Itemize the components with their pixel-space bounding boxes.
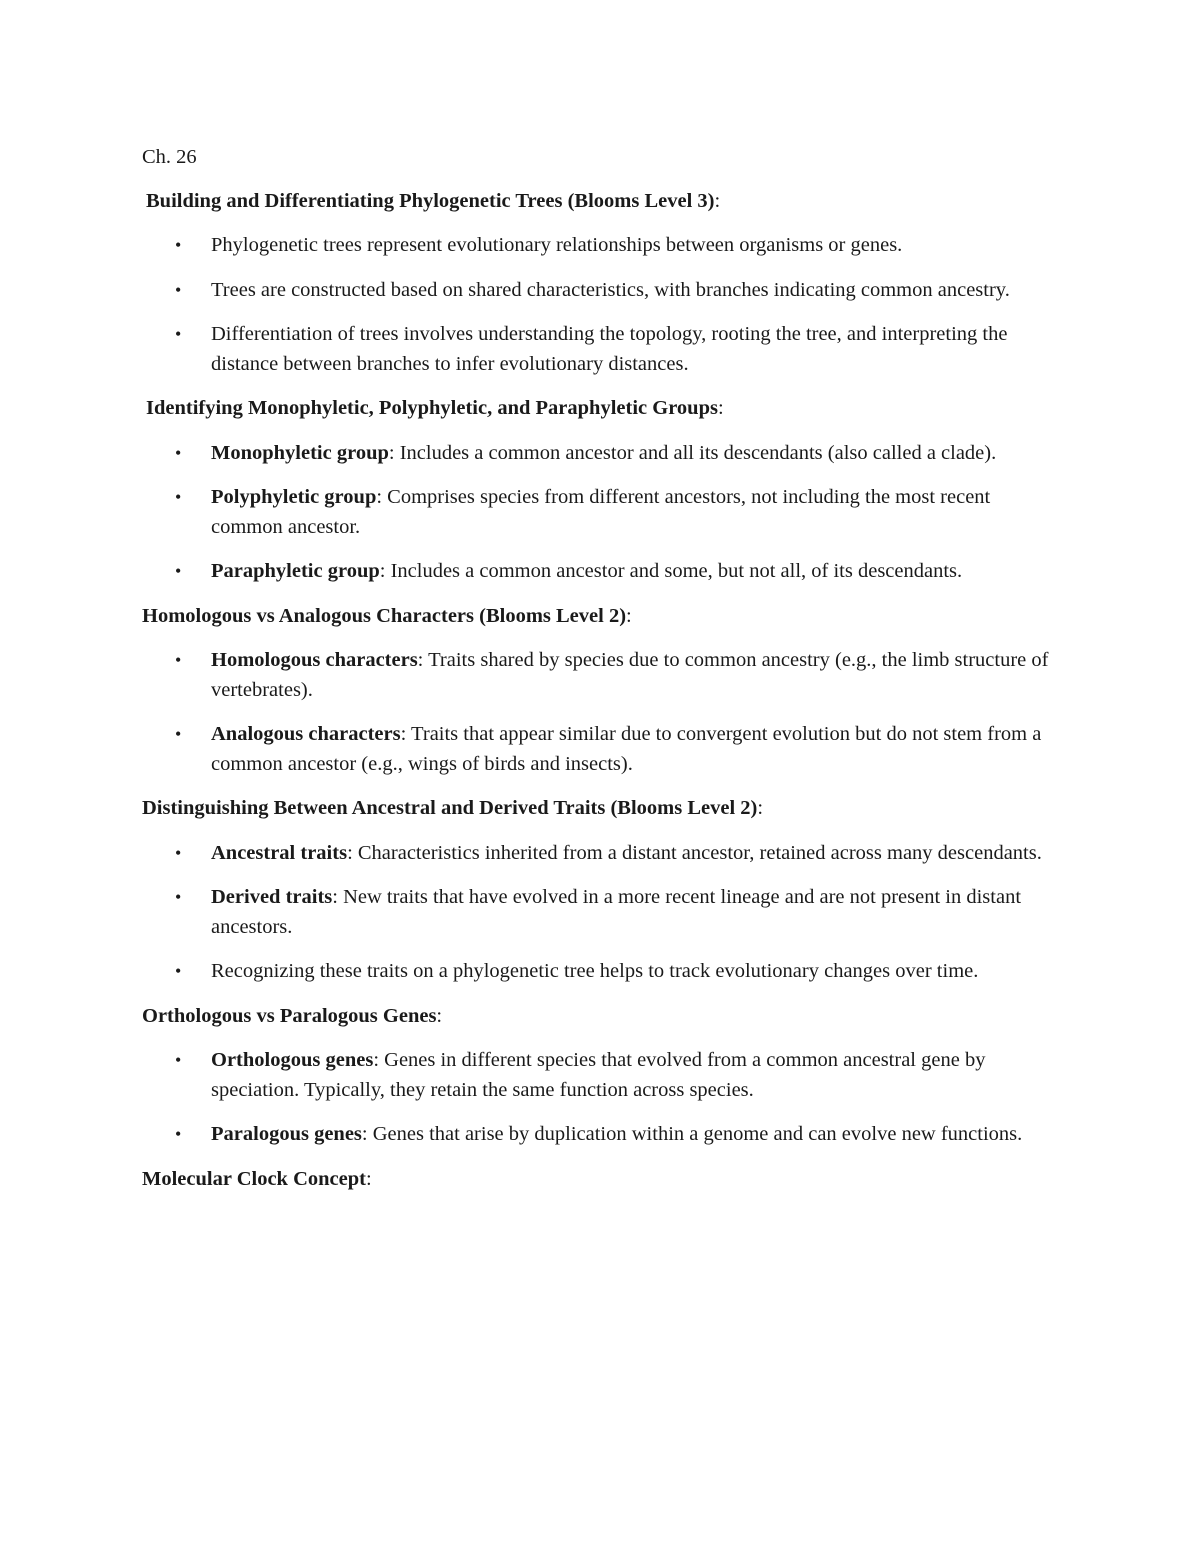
section-heading-text: Identifying Monophyletic, Polyphyletic, and Paraphyletic Groups bbox=[146, 397, 718, 419]
item-text: : Includes a common ancestor and some, but not all, of its descendants. bbox=[379, 560, 963, 582]
list-item bbox=[142, 483, 1060, 542]
item-text: Trees are constructed based on shared characteristics, with branches indicating common ancestry. bbox=[211, 278, 1010, 301]
list-item bbox=[142, 720, 1060, 779]
item-text: : Comprises species from different ancestors, not including the most recent common ancestor. bbox=[211, 486, 991, 538]
section-heading bbox=[142, 394, 1060, 424]
list-item bbox=[142, 1120, 1060, 1150]
section-heading bbox=[142, 1002, 1060, 1032]
term-label: Ancestral traits bbox=[211, 841, 348, 864]
item-text: Differentiation of trees involves understanding the topology, rooting the tree, and interpreting the distance between branches to infer evolutionary distances. bbox=[211, 323, 1008, 375]
list-item bbox=[142, 883, 1060, 942]
term-label: Homologous characters bbox=[211, 649, 418, 671]
section-heading-text: Homologous vs Analogous Characters (Blooms Level 2) bbox=[142, 604, 627, 627]
item-text: : Genes that arise by duplication within a genome and can evolve new functions. bbox=[361, 1123, 1023, 1145]
section-heading-text: Molecular Clock Concept bbox=[142, 1167, 366, 1190]
list-item bbox=[142, 1046, 1060, 1105]
section bbox=[142, 794, 1060, 987]
term-label: Derived traits bbox=[211, 886, 333, 908]
bullet-list bbox=[142, 231, 1060, 379]
item-text: : Traits that appear similar due to convergent evolution but do not stem from a common ancestor (e.g., wings of birds and insects). bbox=[211, 723, 1042, 775]
list-item bbox=[142, 557, 1060, 587]
heading-colon: : bbox=[757, 797, 764, 819]
bullet-icon: • bbox=[175, 235, 182, 255]
section bbox=[142, 1165, 1060, 1195]
section-heading-text: Building and Differentiating Phylogenetic Trees (Blooms Level 3) bbox=[146, 189, 715, 212]
section-heading bbox=[142, 602, 1060, 632]
bullet-icon: • bbox=[175, 1050, 182, 1070]
item-text: Recognizing these traits on a phylogenetic tree helps to track evolutionary changes over time. bbox=[211, 960, 979, 982]
heading-colon: : bbox=[626, 604, 632, 627]
list-item bbox=[142, 439, 1060, 469]
section-heading-text: Orthologous vs Paralogous Genes bbox=[142, 1004, 437, 1027]
term-label: Paralogous genes bbox=[211, 1123, 362, 1145]
bullet-icon: • bbox=[175, 279, 182, 300]
item-text: : Traits shared by species due to common ancestry (e.g., the limb structure of vertebrates). bbox=[211, 649, 1049, 701]
bullet-icon: • bbox=[175, 324, 182, 344]
item-text: : Characteristics inherited from a distant ancestor, retained across many descendants. bbox=[347, 841, 1042, 864]
bullet-icon: • bbox=[175, 442, 182, 463]
bullet-icon: • bbox=[175, 487, 182, 507]
item-text: : Genes in different species that evolved from a common ancestral gene by speciation. Typically, they retain the same function across species. bbox=[211, 1049, 986, 1101]
term-label: Monophyletic group bbox=[211, 441, 389, 464]
list-item bbox=[142, 839, 1060, 869]
list-item bbox=[142, 957, 1060, 987]
bullet-list bbox=[142, 439, 1060, 587]
section-heading bbox=[142, 794, 1060, 824]
bullet-icon: • bbox=[175, 887, 182, 907]
section bbox=[142, 394, 1060, 587]
list-item bbox=[142, 276, 1060, 306]
bullet-icon: • bbox=[175, 561, 182, 581]
bullet-list bbox=[142, 646, 1060, 779]
item-text: Phylogenetic trees represent evolutionary relationships between organisms or genes. bbox=[211, 234, 903, 256]
term-label: Orthologous genes bbox=[211, 1049, 374, 1071]
bullet-icon: • bbox=[175, 1124, 182, 1144]
section-heading-text: Distinguishing Between Ancestral and Derived Traits (Blooms Level 2) bbox=[142, 797, 758, 819]
chapter-label: Ch. 26 bbox=[142, 146, 197, 168]
term-label: Paraphyletic group bbox=[211, 560, 380, 582]
bullet-icon: • bbox=[175, 961, 182, 981]
term-label: Polyphyletic group bbox=[211, 486, 377, 508]
list-item bbox=[142, 231, 1060, 261]
bullet-icon: • bbox=[175, 724, 182, 744]
list-item bbox=[142, 646, 1060, 705]
bullet-list bbox=[142, 839, 1060, 987]
heading-colon: : bbox=[714, 189, 721, 212]
section-heading bbox=[142, 187, 1060, 217]
sections-container bbox=[142, 187, 1060, 1195]
section bbox=[142, 602, 1060, 780]
section bbox=[142, 187, 1060, 380]
bullet-list bbox=[142, 1046, 1060, 1150]
section bbox=[142, 1002, 1060, 1150]
bullet-icon: • bbox=[175, 842, 182, 863]
term-label: Analogous characters bbox=[211, 723, 401, 745]
section-heading bbox=[142, 1165, 1060, 1195]
heading-colon: : bbox=[436, 1004, 443, 1027]
item-text: : Includes a common ancestor and all its descendants (also called a clade). bbox=[388, 441, 997, 464]
heading-colon: : bbox=[717, 397, 724, 419]
list-item bbox=[142, 320, 1060, 379]
bullet-icon: • bbox=[175, 650, 182, 670]
heading-colon: : bbox=[365, 1167, 372, 1190]
item-text: : New traits that have evolved in a more recent lineage and are not present in distant ancestors. bbox=[211, 886, 1022, 938]
